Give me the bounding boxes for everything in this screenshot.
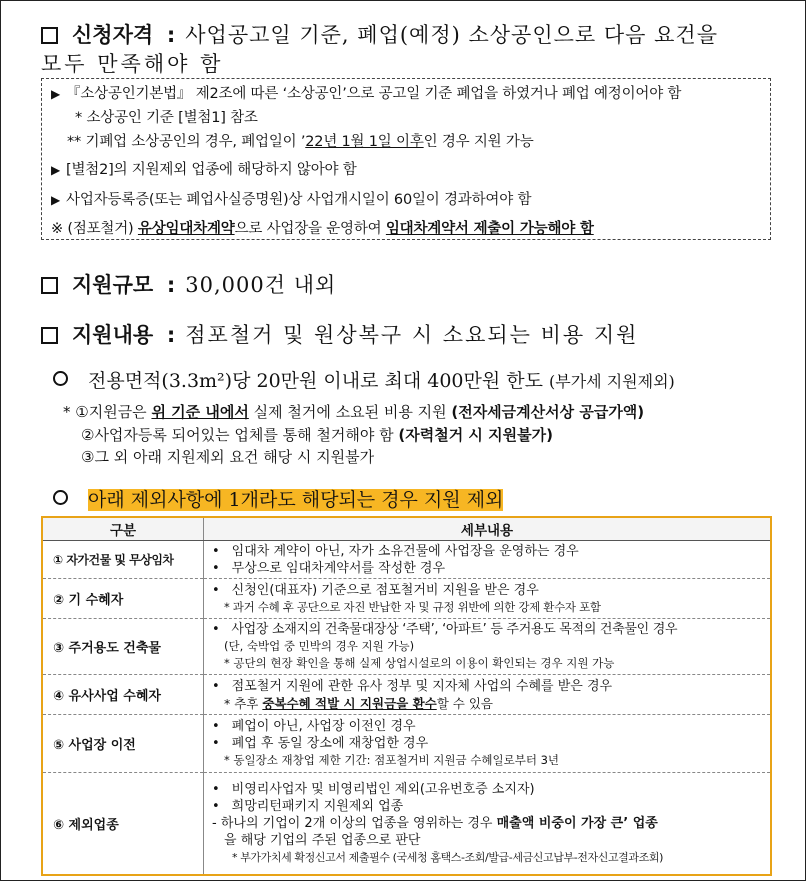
circle-bullet-icon <box>53 371 68 386</box>
category-cell: ③ 주거용도 건축물 <box>42 619 204 675</box>
category-cell: ④ 유사사업 수혜자 <box>42 675 204 715</box>
circle-bullet-icon <box>53 490 68 505</box>
support-note-3: ③그 외 아래 지원제외 요건 해당 시 지원불가 <box>81 448 375 466</box>
detail-cell: • 임대차 계약이 아닌, 자가 소유건물에 사업장을 운영하는 경우 • 무상으로 임대차계약서를 작성한 경우 <box>204 541 772 579</box>
detail-cell: • 점포철거 지원에 관한 유사 정부 및 지자체 사업의 수혜를 받은 경우 * 추후 중복수혜 적발 시 지원금을 환수할 수 있음 <box>204 675 772 715</box>
section-scale: 지원규모 : 30,000건 내외 <box>41 269 336 299</box>
qualification-text-line2: 모두 만족해야 함 <box>41 52 224 76</box>
requirement-3: ▶ 사업자등록증(또는 폐업사실증명원)상 사업개시일이 60일이 경과하여야 함 <box>51 192 532 208</box>
triangle-bullet-icon: ▶ <box>51 87 61 101</box>
checkbox-square-icon <box>41 327 58 344</box>
detail-cell: • 폐업이 아닌, 사업장 이전인 경우 • 폐업 후 동일 장소에 재창업한 경우 * 동일장소 재창업 제한 기간: 점포철거비 지원금 수혜일로부터 3년 <box>204 715 772 773</box>
requirements-box <box>41 78 771 240</box>
support-amount: 전용면적(3.3m²)당 20만원 이내로 최대 400만원 한도 (부가세 지원제외) <box>53 366 675 393</box>
triangle-bullet-icon: ▶ <box>51 193 61 207</box>
table-row <box>42 541 771 579</box>
checkbox-square-icon <box>41 277 58 294</box>
detail-cell: • 사업장 소재지의 건축물대장상 ‘주택’, ‘아파트’ 등 주거용도 목적의 건축물인 경우 (단, 숙박업 중 민박의 경우 지원 가능) * 공단의 현장 확인을 통해 실제 상업시설로의 이용이 확인되는 경우 지원 가능 <box>204 619 772 675</box>
section-title: 지원내용 <box>72 323 154 347</box>
triangle-bullet-icon: ▶ <box>51 163 61 177</box>
requirement-1: ▶ 『소상공인기본법』 제2조에 따른 ‘소상공인’으로 공고일 기준 폐업을 하였거나 폐업 예정이어야 함 <box>51 86 682 102</box>
exclusion-table <box>41 516 772 876</box>
section-title: 지원규모 <box>72 273 154 297</box>
support-note-1: * ①지원금은 위 기준 내에서 실제 철거에 소요된 비용 지원 (전자세금계산서상 공급가액) <box>63 403 645 421</box>
section-title: 신청자격 <box>72 23 154 47</box>
category-cell: ⑥ 제외업종 <box>42 773 204 875</box>
column-header: 구분 <box>42 517 204 541</box>
table-row <box>42 715 771 773</box>
scale-value: 30,000건 내외 <box>185 273 337 297</box>
table-row <box>42 579 771 619</box>
column-header: 세부내용 <box>204 517 772 541</box>
requirement-1-note-2: ** 기폐업 소상공인의 경우, 폐업일이 ’22년 1월 1일 이후인 경우 지원 가능 <box>67 134 534 150</box>
table-row <box>42 619 771 675</box>
category-cell: ⑤ 사업장 이전 <box>42 715 204 773</box>
requirement-note: ※ (점포철거) 유상임대차계약으로 사업장을 운영하여 임대차계약서 제출이 가능해야 함 <box>51 221 594 237</box>
section-qualification: 신청자격 : 사업공고일 기준, 폐업(예정) 소상공인으로 다음 요건을 <box>41 19 718 49</box>
content-value: 점포철거 및 원상복구 시 소요되는 비용 지원 <box>185 323 639 347</box>
table-row <box>42 675 771 715</box>
exclusion-heading: 아래 제외사항에 1개라도 해당되는 경우 지원 제외 <box>53 485 503 512</box>
section-content: 지원내용 : 점포철거 및 원상복구 시 소요되는 비용 지원 <box>41 319 638 349</box>
table-row <box>42 773 771 875</box>
qualification-text-line1: 사업공고일 기준, 폐업(예정) 소상공인으로 다음 요건을 <box>185 23 718 47</box>
table-header-row <box>42 517 771 541</box>
support-note-2: ②사업자등록 되어있는 업체를 통해 철거해야 함 (자력철거 시 지원불가) <box>81 426 553 444</box>
category-cell: ① 자가건물 및 무상임차 <box>42 541 204 579</box>
requirement-1-note: * 소상공인 기준 [별첨1] 참조 <box>75 110 258 126</box>
requirement-2: ▶ [별첨2]의 지원제외 업종에 해당하지 않아야 함 <box>51 162 357 178</box>
detail-cell: • 비영리사업자 및 비영리법인 제외(고유번호증 소지자) • 희망리턴패키지 지원제외 업종 - 하나의 기업이 2개 이상의 업종을 영위하는 경우 매출액 비중이 가장 큰’ 업종 을 해당 기업의 주된 업종으로 판단 * 부가가치세 확정신고서 제출필수 (국세청 홈택스-조회/발급-세금신고납부-전자신고결과조회) <box>204 773 772 875</box>
checkbox-square-icon <box>41 27 58 44</box>
detail-cell: • 신청인(대표자) 기준으로 점포철거비 지원을 받은 경우 * 과거 수혜 후 공단으로 자진 반납한 자 및 규정 위반에 의한 강제 환수자 포함 <box>204 579 772 619</box>
category-cell: ② 기 수혜자 <box>42 579 204 619</box>
